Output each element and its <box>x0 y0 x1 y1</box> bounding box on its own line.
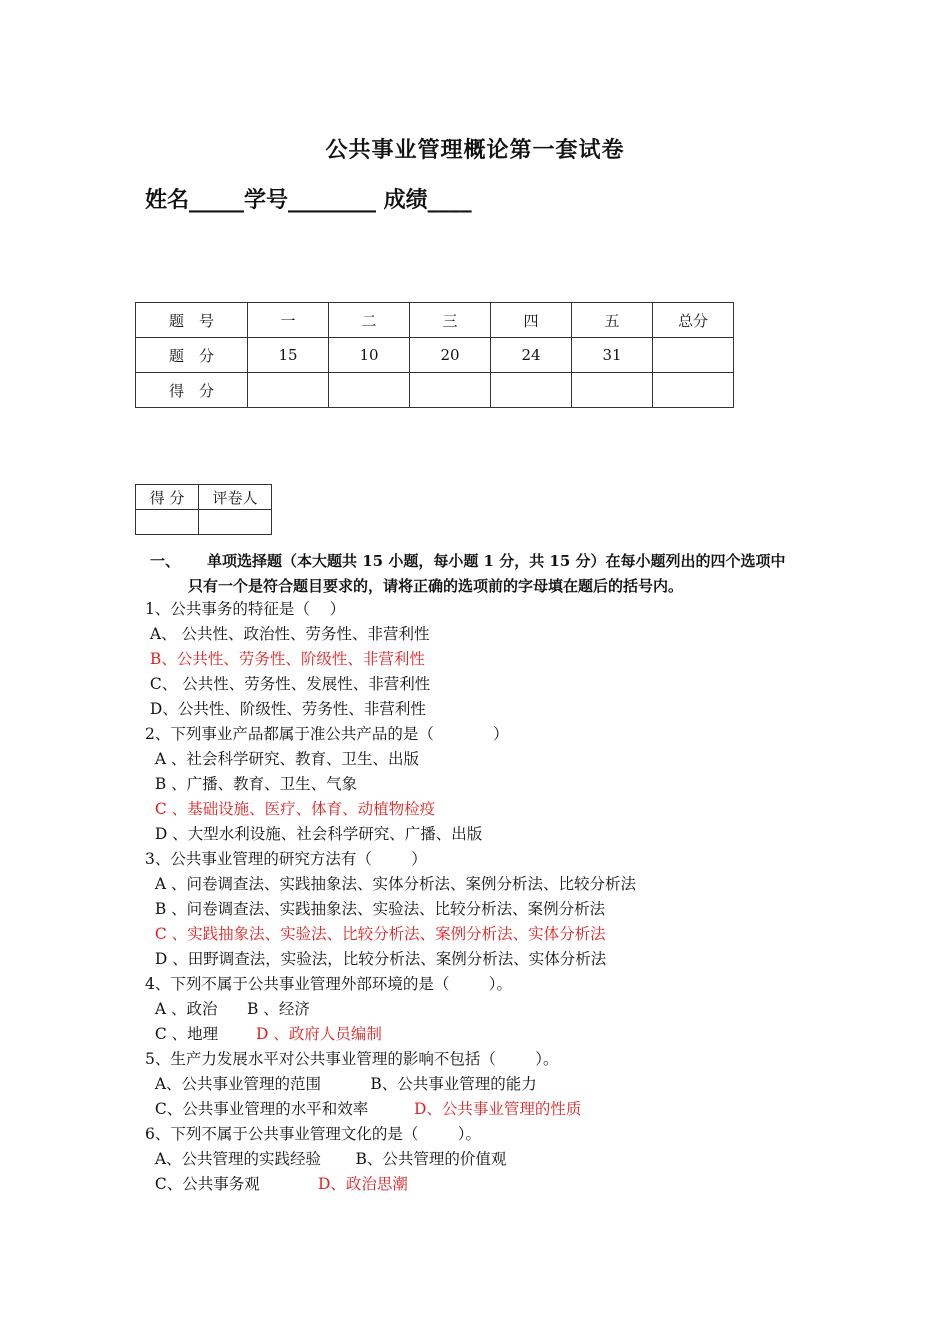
option-line: A、公共管理的实践经验 B、公共管理的价值观 <box>145 1150 507 1168</box>
question-line: D 、田野调查法，实验法，比较分析法、案例分析法、实体分析法 <box>145 950 607 968</box>
question-line: 3、公共事业管理的研究方法有（ ） <box>145 850 427 868</box>
table-cell: 评卷人 <box>199 485 272 510</box>
table-cell <box>136 510 199 535</box>
question-line: 2、下列事业产品都属于准公共产品的是（ ） <box>145 725 509 743</box>
question-line: B 、问卷调查法、实践抽象法、实验法、比较分析法、案例分析法 <box>145 900 606 918</box>
grader-table <box>135 484 272 535</box>
table-cell: 10 <box>329 338 410 373</box>
question-line: D、公共性、阶级性、劳务性、非营利性 <box>145 700 426 718</box>
option-line: C、公共事业管理的水平和效率 <box>145 1100 369 1118</box>
option-line: A 、政治 B 、经济 <box>145 1000 310 1018</box>
table-cell <box>329 373 410 408</box>
option-line: C 、地理 <box>145 1025 219 1043</box>
table-cell: 四 <box>491 303 572 338</box>
table-cell: 15 <box>248 338 329 373</box>
table-cell: 总分 <box>653 303 734 338</box>
table-cell: 题 号 <box>136 303 248 338</box>
table-cell <box>653 373 734 408</box>
table-cell <box>653 338 734 373</box>
option-line-answer: C 、实践抽象法、实验法、比较分析法、案例分析法、实体分析法 <box>145 925 606 943</box>
exam-title: 公共事业管理概论第一套试卷 <box>325 137 625 163</box>
score-table-row <box>136 338 734 373</box>
option-line-answer: D、公共事业管理的性质 <box>414 1100 582 1118</box>
table-cell: 题 分 <box>136 338 248 373</box>
section-instructions-line1: 单项选择题（本大题共 15 小题，每小题 1 分，共 15 分）在每小题列出的四个选项中 <box>207 552 786 570</box>
table-cell: 三 <box>410 303 491 338</box>
table-cell: 一 <box>248 303 329 338</box>
grader-table-row <box>136 510 272 535</box>
table-cell: 二 <box>329 303 410 338</box>
table-cell: 24 <box>491 338 572 373</box>
section-heading <box>150 549 830 599</box>
table-cell: 五 <box>572 303 653 338</box>
question-line: B 、广播、教育、卫生、气象 <box>145 775 358 793</box>
question-line: A 、社会科学研究、教育、卫生、出版 <box>145 750 419 768</box>
table-cell: 得 分 <box>136 485 199 510</box>
grader-table-row <box>136 485 272 510</box>
question-line: C、 公共性、劳务性、发展性、非营利性 <box>145 675 431 693</box>
option-line-answer: D 、政府人员编制 <box>256 1025 382 1043</box>
question-stem: 4、下列不属于公共事业管理外部环境的是（ ）。 <box>145 975 513 993</box>
option-line-answer: C 、基础设施、医疗、体育、动植物检疫 <box>145 800 436 818</box>
table-cell: 20 <box>410 338 491 373</box>
section-instructions-line2: 只有一个是符合题目要求的，请将正确的选项前的字母填在题后的括号内。 <box>188 577 684 595</box>
score-table-row <box>136 303 734 338</box>
score-table <box>135 302 734 408</box>
question-stem: 5、生产力发展水平对公共事业管理的影响不包括（ ）。 <box>145 1050 559 1068</box>
option-line-answer: B、公共性、劳务性、阶级性、非营利性 <box>145 650 425 668</box>
question-line: D 、大型水利设施、社会科学研究、广播、出版 <box>145 825 483 843</box>
question-line: 1、公共事务的特征是（ ） <box>145 600 346 618</box>
table-cell <box>572 373 653 408</box>
table-cell <box>410 373 491 408</box>
option-line: A、公共事业管理的范围 B、公共事业管理的能力 <box>145 1075 537 1093</box>
question-line: A、 公共性、政治性、劳务性、非营利性 <box>145 625 430 643</box>
table-cell <box>199 510 272 535</box>
table-cell <box>491 373 572 408</box>
option-line: C、公共事务观 <box>145 1175 260 1193</box>
score-table-row <box>136 373 734 408</box>
question-line: A 、问卷调查法、实践抽象法、实体分析法、案例分析法、比较分析法 <box>145 875 636 893</box>
table-cell <box>248 373 329 408</box>
student-info-line: 姓名_____学号________ 成绩____ <box>145 187 472 213</box>
table-cell: 31 <box>572 338 653 373</box>
question-stem: 6、下列不属于公共事业管理文化的是（ ）。 <box>145 1125 482 1143</box>
option-line-answer: D、政治思潮 <box>318 1175 408 1193</box>
section-number: 一、 <box>150 552 181 570</box>
table-cell: 得 分 <box>136 373 248 408</box>
